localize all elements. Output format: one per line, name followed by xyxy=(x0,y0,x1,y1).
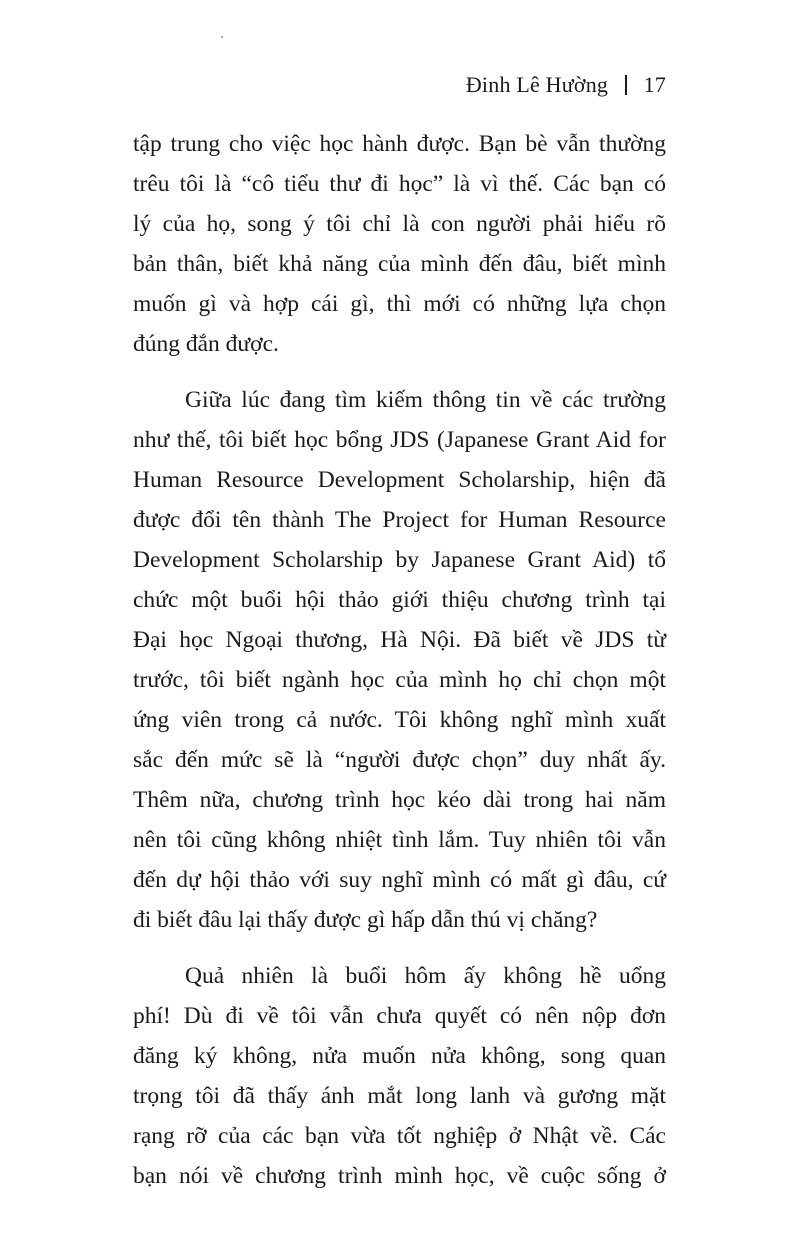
paragraph-line: rạng rỡ của các bạn vừa tốt nghiệp ở Nhật về. Các xyxy=(133,1123,666,1149)
running-head-separator xyxy=(625,75,627,95)
paragraph-line: tập trung cho việc học hành được. Bạn bè vẫn thường xyxy=(133,131,666,157)
body-text xyxy=(133,124,666,1196)
paragraph-1 xyxy=(133,124,666,364)
page-number: 17 xyxy=(643,72,666,97)
paragraph-line: Human Resource Development Scholarship, hiện đã xyxy=(133,467,666,493)
paragraph-line: như thế, tôi biết học bổng JDS (Japanese Grant Aid for xyxy=(133,427,666,453)
paragraph-line: bạn nói về chương trình mình học, về cuộc sống ở xyxy=(133,1163,666,1189)
paragraph-line: đăng ký không, nửa muốn nửa không, song quan xyxy=(133,1043,666,1069)
paragraph-line: trọng tôi đã thấy ánh mắt long lanh và gương mặt xyxy=(133,1083,666,1109)
paragraph-line: sắc đến mức sẽ là “người được chọn” duy nhất ấy. xyxy=(133,747,666,773)
paragraph-line: đến dự hội thảo với suy nghĩ mình có mất gì đâu, cứ xyxy=(133,867,666,893)
paragraph-line: đúng đắn được. xyxy=(133,331,279,357)
page-speck xyxy=(221,36,223,38)
running-head xyxy=(466,72,666,98)
paragraph-line: được đổi tên thành The Project for Human Resource xyxy=(133,507,666,533)
paragraph-line: muốn gì và hợp cái gì, thì mới có những lựa chọn xyxy=(133,291,666,317)
paragraph-line: Đại học Ngoại thương, Hà Nội. Đã biết về JDS từ xyxy=(133,627,666,653)
paragraph-line: nên tôi cũng không nhiệt tình lắm. Tuy nhiên tôi vẫn xyxy=(133,827,666,853)
paragraph-line: Thêm nữa, chương trình học kéo dài trong hai năm xyxy=(133,787,666,813)
paragraph-line: Development Scholarship by Japanese Grant Aid) tổ xyxy=(133,547,666,573)
paragraph-line: lý của họ, song ý tôi chỉ là con người phải hiểu rõ xyxy=(133,211,666,237)
paragraph-3 xyxy=(133,956,666,1196)
paragraph-line: trước, tôi biết ngành học của mình họ chỉ chọn một xyxy=(133,667,666,693)
paragraph-line: bản thân, biết khả năng của mình đến đâu, biết mình xyxy=(133,251,666,277)
paragraph-2 xyxy=(133,380,666,940)
paragraph-line: Quả nhiên là buổi hôm ấy không hề uổng xyxy=(185,963,666,989)
paragraph-line: trêu tôi là “cô tiểu thư đi học” là vì thế. Các bạn có xyxy=(133,171,666,197)
paragraph-gap xyxy=(133,364,666,380)
paragraph-line: đi biết đâu lại thấy được gì hấp dẫn thú vị chăng? xyxy=(133,907,598,933)
running-head-author: Đinh Lê Hường xyxy=(465,72,609,97)
paragraph-line: chức một buổi hội thảo giới thiệu chương trình tại xyxy=(133,587,666,613)
paragraph-line: ứng viên trong cả nước. Tôi không nghĩ mình xuất xyxy=(133,707,666,733)
paragraph-line: Giữa lúc đang tìm kiếm thông tin về các trường xyxy=(185,387,666,413)
paragraph-line: phí! Dù đi về tôi vẫn chưa quyết có nên nộp đơn xyxy=(133,1003,666,1029)
paragraph-gap xyxy=(133,940,666,956)
